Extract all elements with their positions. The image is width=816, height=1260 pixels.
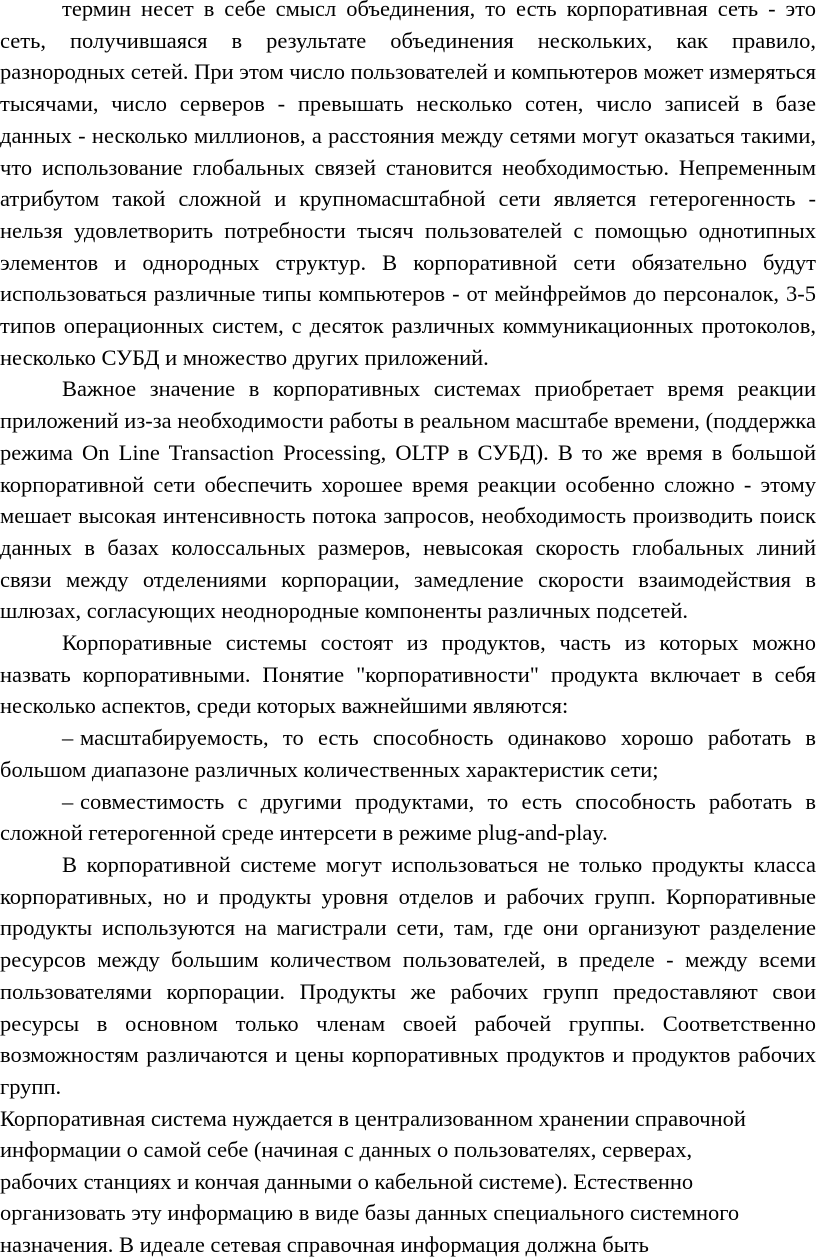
- text-line: назначения. В идеале сетевая справочная информация должна быть: [0, 1231, 649, 1257]
- bullet-text: совместимость с другими продуктами, то есть способность работать в сложной гетерогенной среде интерсети в режиме plug-and-play.: [0, 788, 816, 846]
- list-item: [0, 786, 816, 849]
- bullet-dash: –: [62, 788, 74, 814]
- paragraph-response-time: Важное значение в корпоративных системах приобретает время реакции приложений из-за необходимости работы в реальном масштабе времени, (поддержка режима On Line Transaction Processing, OLTP в СУБД). В то же время в большой корпоративной сети обеспечить хорошее время реакции особенно сложно - этому мешает высокая интенсивность потока запросов, необходимость производить поиск данных в базах колоссальных размеров, невысокая скорость глобальных линий связи между отделениями корпорации, замедление скорости взаимодействия в шлюзах, согласующих неоднородные компоненты различных подсетей.: [0, 376, 816, 624]
- paragraph-directory-info: [0, 1103, 816, 1260]
- text-line: Корпоративная система нуждается в централизованном хранении справочной: [0, 1105, 746, 1131]
- paragraph-workgroup-products: В корпоративной системе могут использоваться не только продукты класса корпоративных, но и продукты уровня отделов и рабочих групп. Корпоративные продукты используются на магистрали сети, там, где они организуют разделение ресурсов между большим количеством пользователей, в пределе - между всеми пользователями корпорации. Продукты же рабочих групп предоставляют свои ресурсы в основном только членам своей рабочей группы. Соответственно возможностям различаются и цены корпоративных продуктов и продуктов рабочих групп.: [0, 851, 816, 1099]
- text-line: информации о самой себе (начиная с данных о пользователях, серверах,: [0, 1137, 693, 1163]
- paragraph-corporate-products: Корпоративные системы состоят из продуктов, часть из которых можно назвать корпоративными. Понятие "корпоративности" продукта включает в себя несколько аспектов, среди которых важнейшими являются:: [0, 630, 816, 719]
- list-item: [0, 722, 816, 785]
- paragraph-corporate-network-definition: термин несет в себе смысл объединения, то есть корпоративная сеть - это сеть, получившаяся в результате объединения нескольких, как правило, разнородных сетей. При этом число пользователей и компьютеров может измеряться тысячами, число серверов - превышать несколько сотен, число записей в базе данных - несколько миллионов, а расстояния между сетями могут оказаться такими, что использование глобальных связей становится необходимостью. Непременным атрибутом такой сложной и крупномасштабной сети является гетерогенность - нельзя удовлетворить потребности тысяч пользователей с помощью однотипных элементов и однородных структур. В корпоративной сети обязательно будут использоваться различные типы компьютеров - от мейнфреймов до персоналок, 3-5 типов операционных систем, с десяток различных коммуникационных протоколов, несколько СУБД и множество других приложений.: [0, 0, 816, 370]
- bullet-dash: –: [62, 725, 74, 751]
- bullet-text: масштабируемость, то есть способность одинаково хорошо работать в большом диапазоне различных количественных характеристик сети;: [0, 725, 816, 782]
- text-line: организовать эту информацию в виде базы данных специального системного: [0, 1200, 740, 1226]
- text-line: рабочих станциях и кончая данными о кабельной системе). Естественно: [0, 1168, 694, 1194]
